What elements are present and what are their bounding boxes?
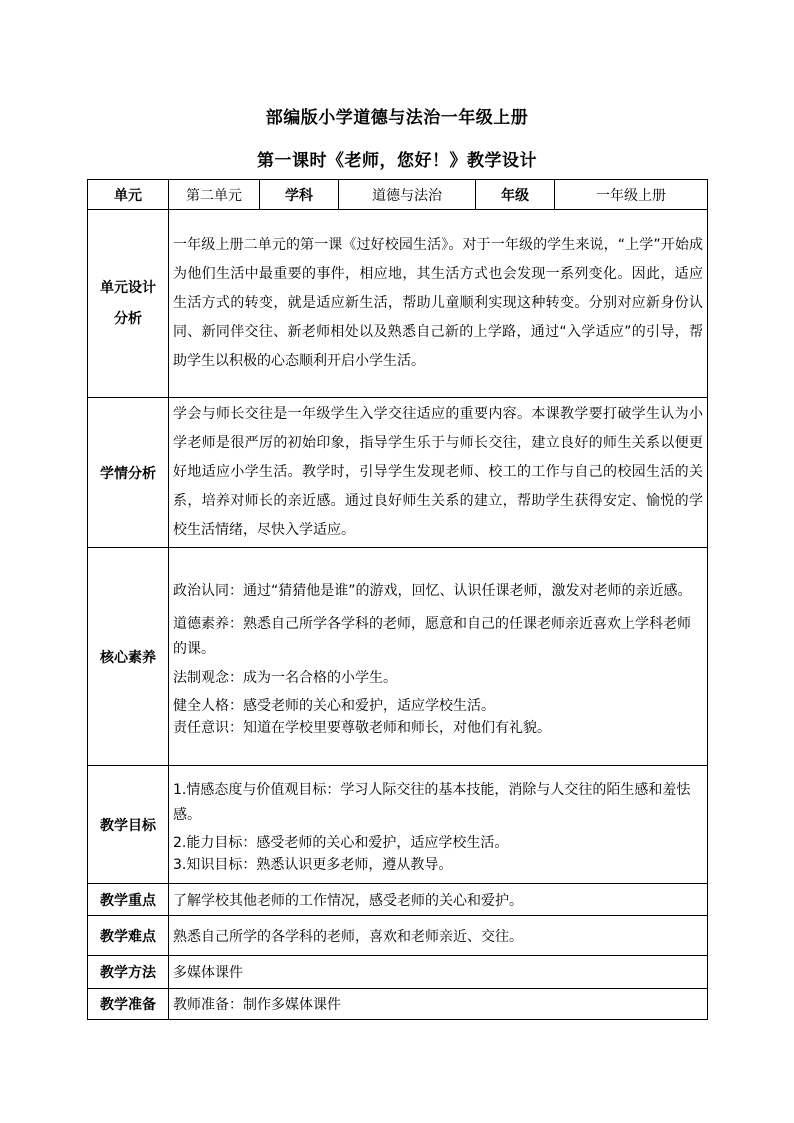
lesson-plan-table	[87, 179, 708, 1020]
method-label: 教学方法	[88, 956, 169, 989]
unit-analysis-label	[88, 210, 169, 398]
difficulty-text: 熟悉自己所学的各学科的老师，喜欢和老师亲近、交往。	[169, 916, 708, 956]
teaching-goal-item: 1.情感态度与价值观目标：学习人际交往的基本技能，消除与人交往的陌生感和羞怯感。	[173, 781, 691, 823]
teaching-goals-label: 教学目标	[88, 766, 169, 884]
unit-value: 第二单元	[169, 180, 260, 210]
method-text: 多媒体课件	[169, 956, 708, 989]
unit-label: 单元	[88, 180, 169, 210]
difficulty-row	[88, 916, 708, 956]
unit-analysis-paragraph: 一年级上册二单元的第一课《过好校园生活》。对于一年级的学生来说，“上学”开始成为他们生活中最重要的事件，相应地，其生活方式也会发现一系列变化。因此，适应生活方式的转变，就是适应新生活，帮助儿童顺利实现这种转变。分别对应新身份认同、新同伴交往、新老师相处以及熟悉自己新的上学路，通过“入学适应”的引导，帮助学生以积极的心态顺利开启小学生活。	[173, 237, 703, 369]
difficulty-label: 教学难点	[88, 916, 169, 956]
grade-label: 年级	[476, 180, 555, 210]
core-literacy-content	[169, 548, 708, 766]
preparation-label: 教学准备	[88, 989, 169, 1020]
core-literacy-item: 政治认同：通过“猜猜他是谁”的游戏，回忆、认识任课老师，激发对老师的亲近感。	[173, 582, 692, 599]
method-row	[88, 956, 708, 989]
header-row	[88, 180, 708, 210]
unit-analysis-row	[88, 210, 708, 398]
preparation-row	[88, 989, 708, 1020]
teaching-goal-item: 2.能力目标：感受老师的关心和爱护，适应学校生活。	[173, 834, 509, 851]
teaching-goals-row	[88, 766, 708, 884]
subject-label: 学科	[260, 180, 339, 210]
key-point-text: 了解学校其他老师的工作情况，感受老师的关心和爱护。	[169, 884, 708, 916]
learning-analysis-row	[88, 398, 708, 548]
key-point-label: 教学重点	[88, 884, 169, 916]
unit-analysis-text	[169, 210, 708, 398]
preparation-text: 教师准备：制作多媒体课件	[169, 989, 708, 1020]
document-title: 部编版小学道德与法治一年级上册	[265, 108, 529, 128]
learning-analysis-text	[169, 398, 708, 548]
core-literacy-item: 责任意识：知道在学校里要尊敬老师和师长，对他们有礼貌。	[173, 719, 551, 736]
core-literacy-item: 道德素养：熟悉自己所学各学科的老师，愿意和自己的任课老师亲近喜欢上学科老师的课。	[173, 615, 691, 657]
grade-value: 一年级上册	[555, 180, 708, 210]
core-literacy-item: 法制观念：成为一名合格的小学生。	[173, 669, 397, 686]
teaching-goals-content	[169, 766, 708, 884]
core-literacy-item: 健全人格：感受老师的关心和爱护，适应学校生活。	[173, 697, 495, 714]
unit-analysis-label-line1: 单元设计	[100, 279, 156, 296]
subject-value: 道德与法治	[339, 180, 476, 210]
core-literacy-row	[88, 548, 708, 766]
learning-analysis-label: 学情分析	[88, 398, 169, 548]
key-point-row	[88, 884, 708, 916]
unit-analysis-label-line2: 分析	[114, 310, 142, 327]
learning-analysis-paragraph: 学会与师长交往是一年级学生入学交往适应的重要内容。本课教学要打破学生认为小学老师是很严厉的初始印象，指导学生乐于与师长交往，建立良好的师生关系以便更好地适应小学生活。教学时，引导学生发现老师、校工的工作与自己的校园生活的关系，培养对师长的亲近感。通过良好师生关系的建立，帮助学生获得安定、愉悦的学校生活情绪，尽快入学适应。	[173, 406, 703, 538]
teaching-goal-item: 3.知识目标：熟悉认识更多老师，遵从教导。	[173, 856, 453, 873]
document-subtitle: 第一课时《老师，您好！》教学设计	[257, 151, 537, 171]
core-literacy-label: 核心素养	[88, 548, 169, 766]
